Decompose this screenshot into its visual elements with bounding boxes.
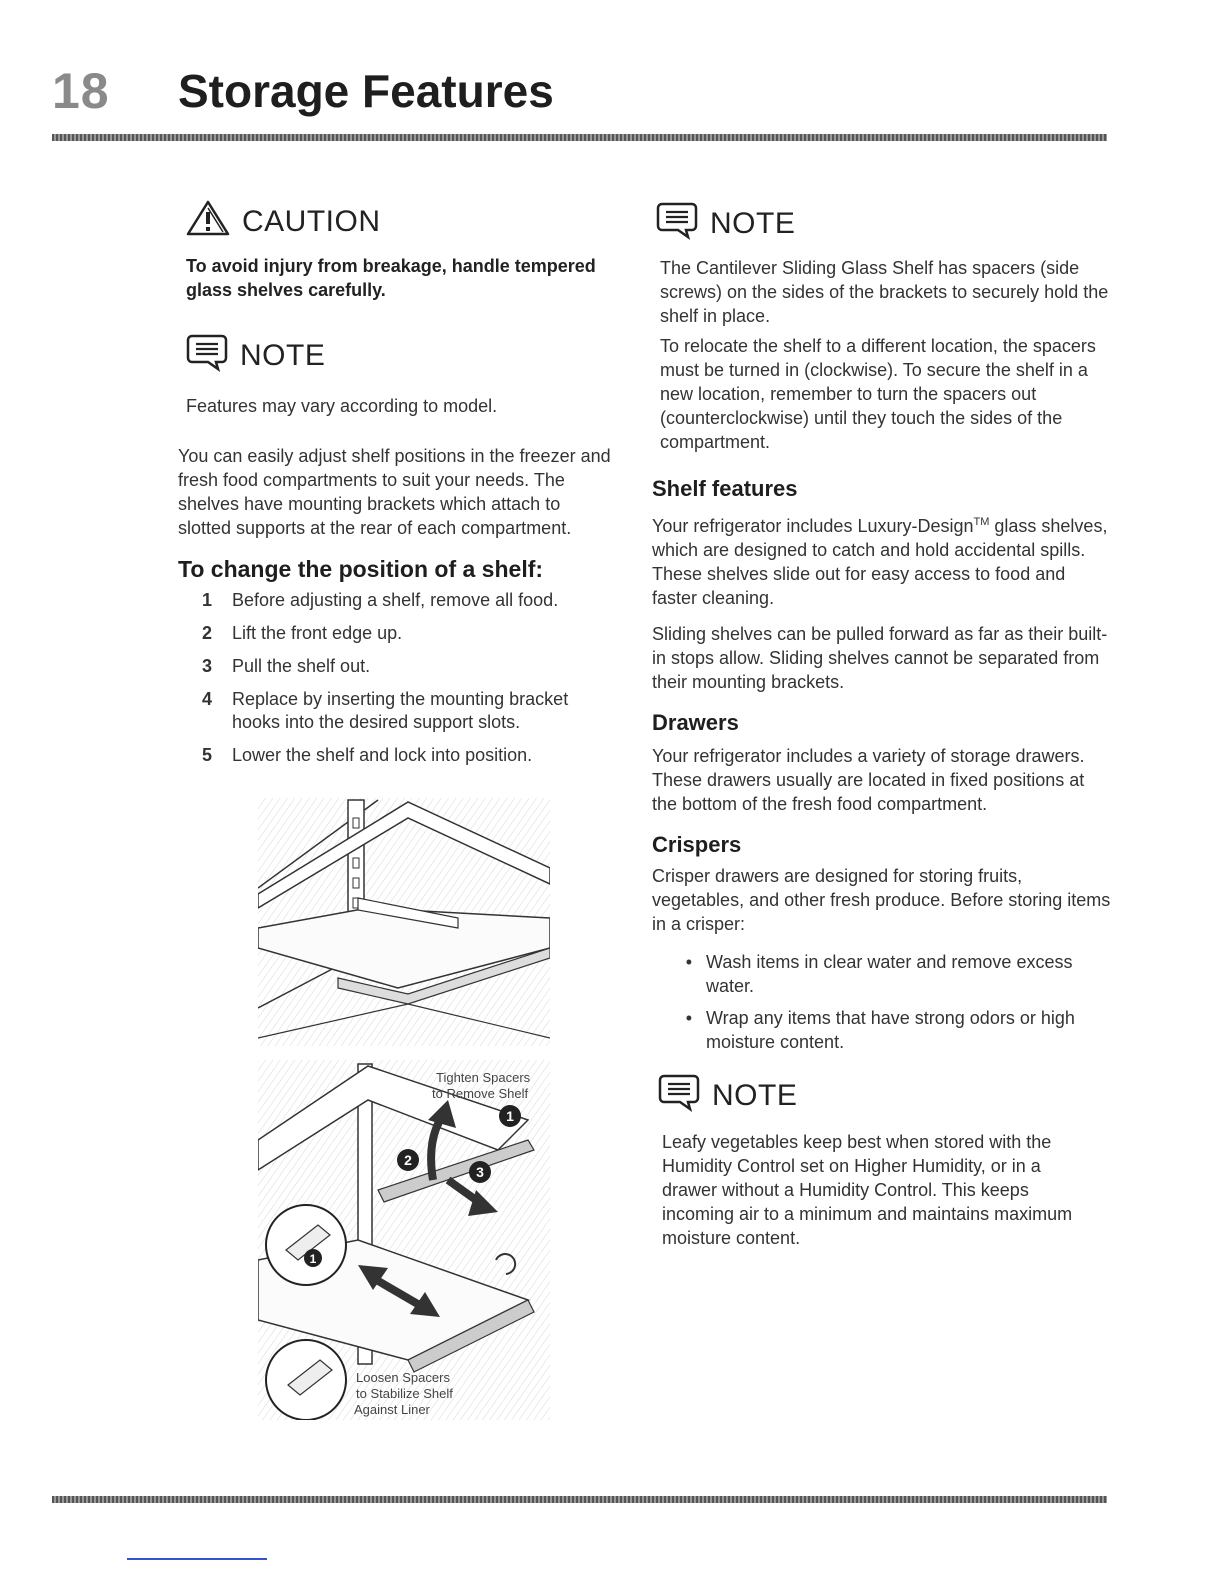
list-item (652, 1006, 1112, 1054)
header-rule (52, 134, 1107, 141)
step-text: Before adjusting a shelf, remove all food. (232, 590, 559, 610)
steps-list (178, 589, 618, 767)
note-icon (186, 332, 228, 380)
caution-heading (186, 200, 618, 244)
loosen-label-line3: Against Liner (354, 1402, 430, 1417)
page-header (52, 62, 1107, 142)
note-heading (658, 1072, 1112, 1120)
step-text: Lift the front edge up. (232, 623, 403, 643)
list-item (178, 589, 618, 612)
crisper-bullets (652, 950, 1112, 1054)
note-icon (658, 1072, 700, 1120)
step-number: 5 (202, 745, 213, 765)
page-title: Storage Features (178, 65, 554, 117)
step-marker-1: 1 (506, 1108, 514, 1124)
shelf-bracket-illustration (258, 798, 550, 1046)
bullet-text: Wash items in clear water and remove excess water. (706, 952, 1073, 996)
note-text: Features may vary according to model. (186, 396, 498, 416)
intro-paragraph: You can easily adjust shelf positions in the freezer and fresh food compartments to suit your needs. The shelves have mounting brackets which attach to slotted supports at the rear of each compartment. (178, 446, 611, 538)
note-heading (656, 200, 1112, 248)
drawers-heading: Drawers (652, 710, 739, 735)
shelf-features-paragraph (652, 510, 1112, 610)
step-text: Lower the shelf and lock into position. (232, 745, 533, 765)
shelf-features-text-end: glass shelves, which are designed to catch and hold accidental spills. These shelves slide out for easy access to food and faster cleaning. (652, 516, 1108, 608)
note-icon (656, 200, 698, 248)
trademark-superscript: TM (973, 516, 990, 528)
step-number: 2 (202, 623, 213, 643)
svg-text:1: 1 (309, 1252, 317, 1266)
caution-label: CAUTION (242, 205, 381, 238)
tighten-label-line2: to Remove Shelf (432, 1086, 529, 1101)
bullet-text: Wrap any items that have strong odors or high moisture content. (706, 1008, 1075, 1052)
step-number: 4 (202, 689, 213, 709)
note-label: NOTE (710, 207, 796, 240)
shelf-features-text-start: Your refrigerator includes Luxury-Design (652, 516, 974, 536)
bullet-icon: • (685, 952, 692, 972)
left-column (178, 200, 618, 777)
leafy-vegetables-note: Leafy vegetables keep best when stored with the Humidity Control set on Higher Humidity, or in a drawer without a Humidity Control. This keeps incoming air to a minimum and maintains maximum moisture content. (662, 1132, 1073, 1248)
list-item (178, 622, 618, 645)
drawers-paragraph: Your refrigerator includes a variety of storage drawers. These drawers usually are located in fixed positions at the bottom of the fresh food compartment. (652, 746, 1085, 814)
sliding-shelves-paragraph: Sliding shelves can be pulled forward as far as their built-in stops allow. Sliding shelves cannot be separated from their mounting brackets. (652, 624, 1108, 692)
crispers-paragraph: Crisper drawers are designed for storing fruits, vegetables, and other fresh produce. Before storing items in a crisper: (652, 866, 1111, 934)
spacer-illustration (258, 1060, 550, 1420)
spacer-note-paragraph: The Cantilever Sliding Glass Shelf has spacers (side screws) on the sides of the brackets to securely hold the shelf in place. (660, 258, 1109, 326)
list-item (178, 655, 618, 678)
tighten-label-line1: Tighten Spacers (436, 1070, 531, 1085)
shelf-features-heading: Shelf features (652, 476, 798, 501)
list-item (178, 688, 618, 734)
relocate-note-paragraph: To relocate the shelf to a different location, the spacers must be turned in (clockwise). To secure the shelf in a new location, remember to turn the spacers out (counterclockwise) until they touch the sides of the compartment. (660, 336, 1096, 452)
bullet-icon: • (685, 1008, 692, 1028)
step-marker-2: 2 (404, 1152, 412, 1168)
footer-rule (52, 1496, 1107, 1503)
caution-text: To avoid injury from breakage, handle tempered glass shelves carefully. (186, 256, 596, 300)
step-marker-3: 3 (476, 1164, 484, 1180)
step-text: Replace by inserting the mounting bracket hooks into the desired support slots. (232, 689, 569, 732)
step-text: Pull the shelf out. (232, 656, 371, 676)
loosen-label-line1: Loosen Spacers (356, 1370, 450, 1385)
note-label: NOTE (240, 339, 326, 372)
list-item (652, 950, 1112, 998)
list-item (178, 744, 618, 767)
right-column (652, 200, 1112, 1250)
note-label: NOTE (712, 1079, 798, 1112)
crispers-heading: Crispers (652, 832, 742, 857)
page-number: 18 (52, 63, 110, 119)
step-number: 1 (202, 590, 213, 610)
change-shelf-heading: To change the position of a shelf: (178, 556, 544, 582)
step-number: 3 (202, 656, 213, 676)
warning-icon (186, 200, 230, 244)
footer-underline (127, 1558, 267, 1560)
note-heading (186, 332, 618, 380)
loosen-label-line2: to Stabilize Shelf (356, 1386, 453, 1401)
